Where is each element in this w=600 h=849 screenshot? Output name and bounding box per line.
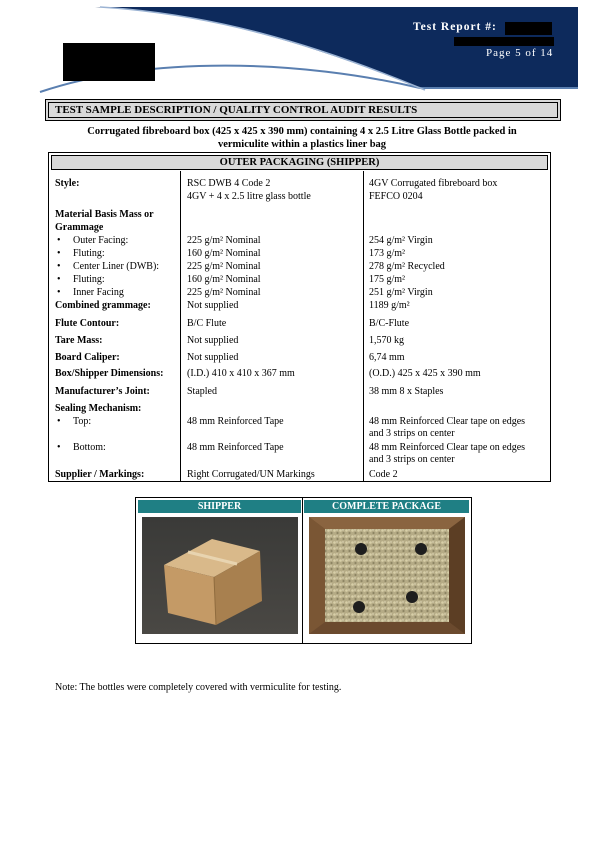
bullet: • [57,442,61,453]
photo-table [135,497,472,644]
sealing-label: Sealing Mechanism: [55,403,142,414]
supplier-label: Supplier / Markings: [55,469,145,480]
package-photo-header: COMPLETE PACKAGE [304,500,469,513]
material-row-label: Center Liner (DWB): [73,261,160,272]
style-spec: 4GV Corrugated fibreboard box [369,178,498,189]
flute-contour-label: Flute Contour: [55,318,120,329]
sealing-bottom-label: Bottom: [73,442,106,453]
dimensions-label: Box/Shipper Dimensions: [55,368,164,379]
material-row-spec: 251 g/m² Virgin [369,287,433,298]
material-row-spec: 175 g/m² [369,274,406,285]
style-value-2: 4GV + 4 x 2.5 litre glass bottle [187,191,311,202]
column-divider [363,171,364,481]
sample-description-line2: vermiculite within a plastics liner bag [217,139,387,150]
joint-value: Stapled [187,386,217,397]
style-label: Style: [55,178,80,189]
combined-grammage-label: Combined grammage: [55,300,151,311]
material-row-value: 160 g/m² Nominal [187,274,261,285]
tare-mass-spec: 1,570 kg [369,335,404,346]
supplier-value: Right Corrugated/UN Markings [187,469,315,480]
report-number-redaction [505,22,552,35]
sealing-bottom-spec: 48 mm Reinforced Clear tape on edges [369,442,526,453]
material-row-value: 160 g/m² Nominal [187,248,261,259]
tare-mass-value: Not supplied [187,335,239,346]
bullet: • [57,274,61,285]
shipper-photo-header: SHIPPER [138,500,301,513]
material-label: Material Basis Mass or [55,209,154,220]
sealing-bottom-value: 48 mm Reinforced Tape [187,442,284,453]
bullet: • [57,416,61,427]
material-row-label: Inner Facing [73,287,124,298]
dimensions-value: (I.D.) 410 x 410 x 367 mm [187,368,295,379]
flute-contour-spec: B/C-Flute [369,318,410,329]
combined-grammage-value: Not supplied [187,300,239,311]
material-label-2: Grammage [55,222,104,233]
board-caliper-label: Board Caliper: [55,352,120,363]
section-title: TEST SAMPLE DESCRIPTION / QUALITY CONTROL AUDIT RESULTS [48,102,558,118]
sealing-bottom-spec-2: and 3 strips on center [369,454,455,465]
bullet: • [57,248,61,259]
style-spec-2: FEFCO 0204 [369,191,423,202]
table-header: OUTER PACKAGING (SHIPPER) [51,155,548,170]
page-number: Page 5 of 14 [486,47,554,59]
material-row-label: Fluting: [73,274,105,285]
section-title-box [45,99,561,121]
sample-description [60,125,544,151]
report-id-redaction [454,37,554,46]
material-row-spec: 173 g/m² [369,248,406,259]
test-note: Note: The bottles were completely covered with vermiculite for testing. [55,682,342,693]
flute-contour-value: B/C Flute [187,318,227,329]
material-row-value: 225 g/m² Nominal [187,261,261,272]
bullet: • [57,287,61,298]
combined-grammage-spec: 1189 g/m² [369,300,410,311]
material-row-spec: 278 g/m² Recycled [369,261,445,272]
tare-mass-label: Tare Mass: [55,335,103,346]
column-divider [180,171,181,481]
sealing-top-spec: 48 mm Reinforced Clear tape on edges [369,416,526,427]
shipper-photo [142,517,298,634]
dimensions-spec: (O.D.) 425 x 425 x 390 mm [369,368,481,379]
logo-redaction [63,43,155,81]
material-row-value: 225 g/m² Nominal [187,287,261,298]
report-number-label: Test Report #: [413,21,497,33]
sample-description-line1: Corrugated fibreboard box (425 x 425 x 390 mm) containing 4 x 2.5 Litre Glass Bottle packed in [87,126,517,137]
outer-packaging-table [48,152,551,482]
style-value: RSC DWB 4 Code 2 [187,178,271,189]
board-caliper-spec: 6,74 mm [369,352,405,363]
supplier-spec: Code 2 [369,469,398,480]
material-row-label: Fluting: [73,248,105,259]
bullet: • [57,261,61,272]
bullet: • [57,235,61,246]
board-caliper-value: Not supplied [187,352,239,363]
sealing-top-spec-2: and 3 strips on center [369,428,455,439]
material-row-value: 225 g/m² Nominal [187,235,261,246]
sealing-top-label: Top: [73,416,92,427]
material-row-label: Outer Facing: [73,235,129,246]
joint-label: Manufacturer’s Joint: [55,386,150,397]
material-row-spec: 254 g/m² Virgin [369,235,433,246]
page-header [0,0,600,95]
joint-spec: 38 mm 8 x Staples [369,386,444,397]
complete-package-photo [309,517,465,634]
sealing-top-value: 48 mm Reinforced Tape [187,416,284,427]
photo-divider [302,498,303,643]
